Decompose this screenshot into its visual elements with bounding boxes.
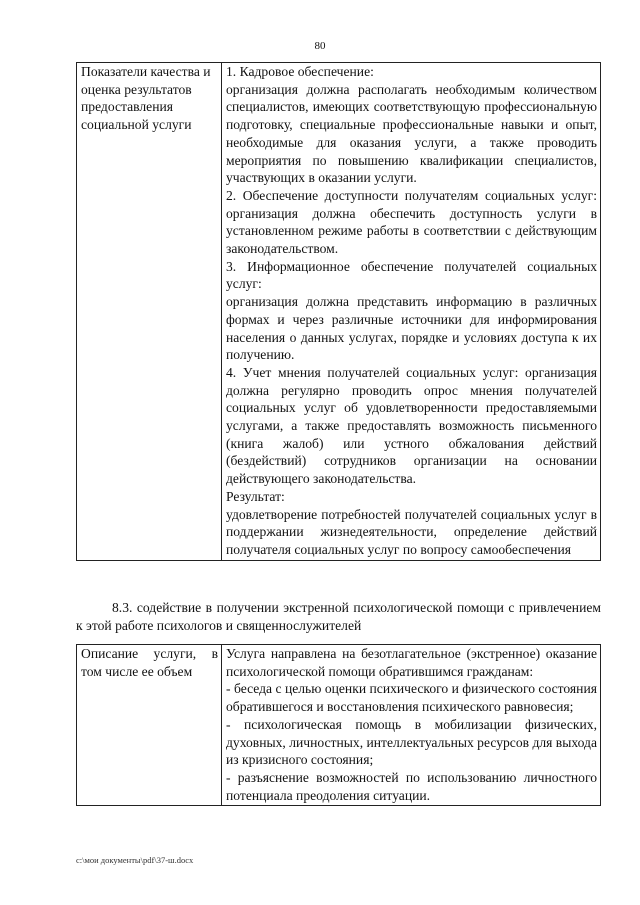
indicators-content-cell xyxy=(222,63,601,561)
quality-indicators-table xyxy=(76,62,601,561)
service-item-mobilization: - психологическая помощь в мобилизации физических, духовных, личностных, интеллектуальных ресурсов для выхода из кризисного состояния; xyxy=(226,716,597,768)
information-text: организация должна представить информацию в различных формах и через различные источники для информирования населения о данных услугах, порядке и условиях доступа к их получению. xyxy=(226,294,597,363)
staffing-text: организация должна располагать необходимым количеством специалистов, имеющих соответствующую профессиональную подготовку, специальные профессиональные навыки и опыт, необходимые для оказания услуги, а также проводить мероприятия по повышению квалификации специалистов, участвующих в оказании услуги. xyxy=(226,81,597,186)
table-row xyxy=(77,63,601,561)
result-heading: Результат: xyxy=(226,488,285,504)
description-content-cell xyxy=(222,645,601,806)
result-text: удовлетворение потребностей получателей социальных услуг в поддержании жизнедеятельности, определение действий получателя социальных услуг по вопросу самообеспечения xyxy=(226,506,597,557)
service-intro: Услуга направлена на безотлагательное (экстренное) оказание психологической помощи обратившимся гражданам: xyxy=(226,646,597,679)
footer-file-path: c:\мои документы\pdf\37-ш.docx xyxy=(76,855,194,865)
service-item-explanation: - разъяснение возможностей по использованию личностного потенциала преодоления ситуации. xyxy=(226,769,597,803)
accessibility-text: 2. Обеспечение доступности получателям социальных услуг: организация должна обеспечить доступность услуги в установленном режиме работы в соответствии с действующим законодательством. xyxy=(226,187,597,257)
description-label-cell xyxy=(77,645,222,806)
indicators-label-cell xyxy=(77,63,222,561)
indicators-label: Показатели качества и оценка результатов предоставления социальной услуги xyxy=(81,64,211,133)
table-row xyxy=(77,645,601,806)
service-item-conversation: - беседа с целью оценки психического и физического состояния обратившегося и восстановления психического равновесия; xyxy=(226,681,597,715)
information-heading: 3. Информационное обеспечение получателей социальных услуг: xyxy=(226,258,597,292)
section-heading: 8.3. содействие в получении экстренной психологической помощи с привлечением к этой работе психологов и священнослужителей xyxy=(76,600,601,633)
feedback-text: 4. Учет мнения получателей социальных услуг: организация должна регулярно проводить опрос мнения получателей социальных услуг об удовлетворенности предоставляемыми услугами, а также предоставлять возможность письменного (книга жалоб) или устного обжалования действий (бездействий) сотрудников организации на основании действующего законодательства. xyxy=(226,364,597,487)
staffing-heading: 1. Кадровое обеспечение: xyxy=(226,64,374,79)
service-description-table xyxy=(76,644,601,806)
description-label: Описание услуги, в том числе ее объем xyxy=(81,646,218,679)
page-number: 80 xyxy=(314,40,326,52)
